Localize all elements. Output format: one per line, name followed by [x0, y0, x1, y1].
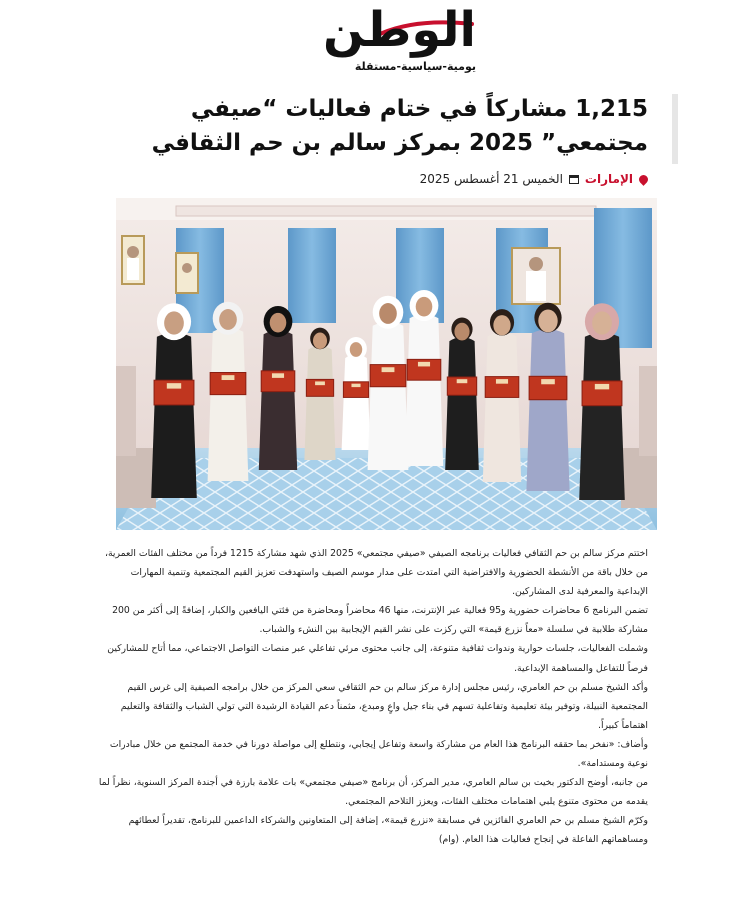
- calendar-icon: [569, 175, 579, 184]
- group-photo: [116, 198, 657, 530]
- article-paragraph: وشملت الفعاليات، جلسات حوارية وندوات ثقافية متنوعة، إلى جانب محتوى مرئي تفاعلي عبر منصات التواصل الاجتماعي، مما أتاح للمشاركين فرصاً للتفاعل والمساهمة الإبداعية.: [107, 643, 648, 674]
- article-paragraph: تضمن البرنامج 6 محاضرات حضورية و95 فعالية عبر الإنترنت، منها 46 محاضراً ومحاضرة من فئتي اليافعين والكبار، إضافةً إلى أكثر من 200 مشاركة طلابية في سلسلة «معاً نزرع قيمة» التي ركزت على نشر القيم الإيجابية بين النشء والشباب.: [112, 605, 648, 636]
- site-logo[interactable]: الوطن: [323, 2, 476, 58]
- article-photo: [116, 198, 657, 530]
- headline-accent-bar: [672, 94, 678, 164]
- article-paragraph: وكرّم الشيخ مسلم بن حم العامري الفائزين في مسابقة «نزرع قيمة»، إضافة إلى المتعاونين والشركاء الداعمين للبرنامج، تقديراً لعطائهم ومساهماتهم الفاعلة في إنجاح فعاليات هذا العام. (وام): [128, 815, 648, 846]
- article-paragraph: من جانبه، أوضح الدكتور بخيت بن سالم العامري، مدير المركز، أن برنامج «صيفي مجتمعي» بات علامة بارزة في أجندة المركز السنوية، نظراً لما يقدمه من محتوى متنوع يلبي اهتمامات مختلف الفئات، ويعزز التلاحم المجتمعي.: [98, 777, 648, 808]
- location-pin-icon: [637, 173, 650, 186]
- article-body: [98, 544, 648, 850]
- article-meta: [420, 172, 648, 186]
- article-paragraph: وأكد الشيخ مسلم بن حم العامري، رئيس مجلس إدارة مركز سالم بن حم الثقافي سعي المركز من خلال برامجه الصيفية إلى غرس القيم المجتمعية النبيلة، وتوفير بيئة تعليمية وتفاعلية تسهم في بناء جيل واعٍ ومبدع، مثمناً دعم القيادة الرشيدة التي تولي الشباب والثقافة والتعليم اهتماماً كبيراً.: [120, 681, 648, 731]
- publish-date: الخميس 21 أغسطس 2025: [419, 172, 563, 186]
- article-paragraph: اختتم مركز سالم بن حم الثقافي فعاليات برنامجه الصيفي «صيفي مجتمعي» 2025 الذي شهد مشاركة 1215 فرداً من مختلف الفئات العمرية، من خلال باقة من الأنشطة الحضورية والافتراضية التي امتدت على مدار موسم الصيف واستهدفت تعزيز القيم المجتمعية وتنمية المهارات الإبداعية والمعرفية لدى المشاركين.: [104, 548, 648, 598]
- masthead: [0, 2, 738, 78]
- article-paragraph: وأضاف: «نفخر بما حققه البرنامج هذا العام من مشاركة واسعة وتفاعل إيجابي، ونتطلع إلى مواصلة دورنا في خدمة المجتمع من خلال مبادرات نوعية ومستدامة».: [109, 738, 648, 770]
- site-tagline: يومية-سياسية-مستقلة: [354, 60, 476, 73]
- category-link[interactable]: الإمارات: [584, 172, 633, 186]
- article-headline: 1,215 مشاركاً في ختام فعاليات “صيفي مجتمعي” 2025 بمركز سالم بن حم الثقافي: [151, 96, 648, 156]
